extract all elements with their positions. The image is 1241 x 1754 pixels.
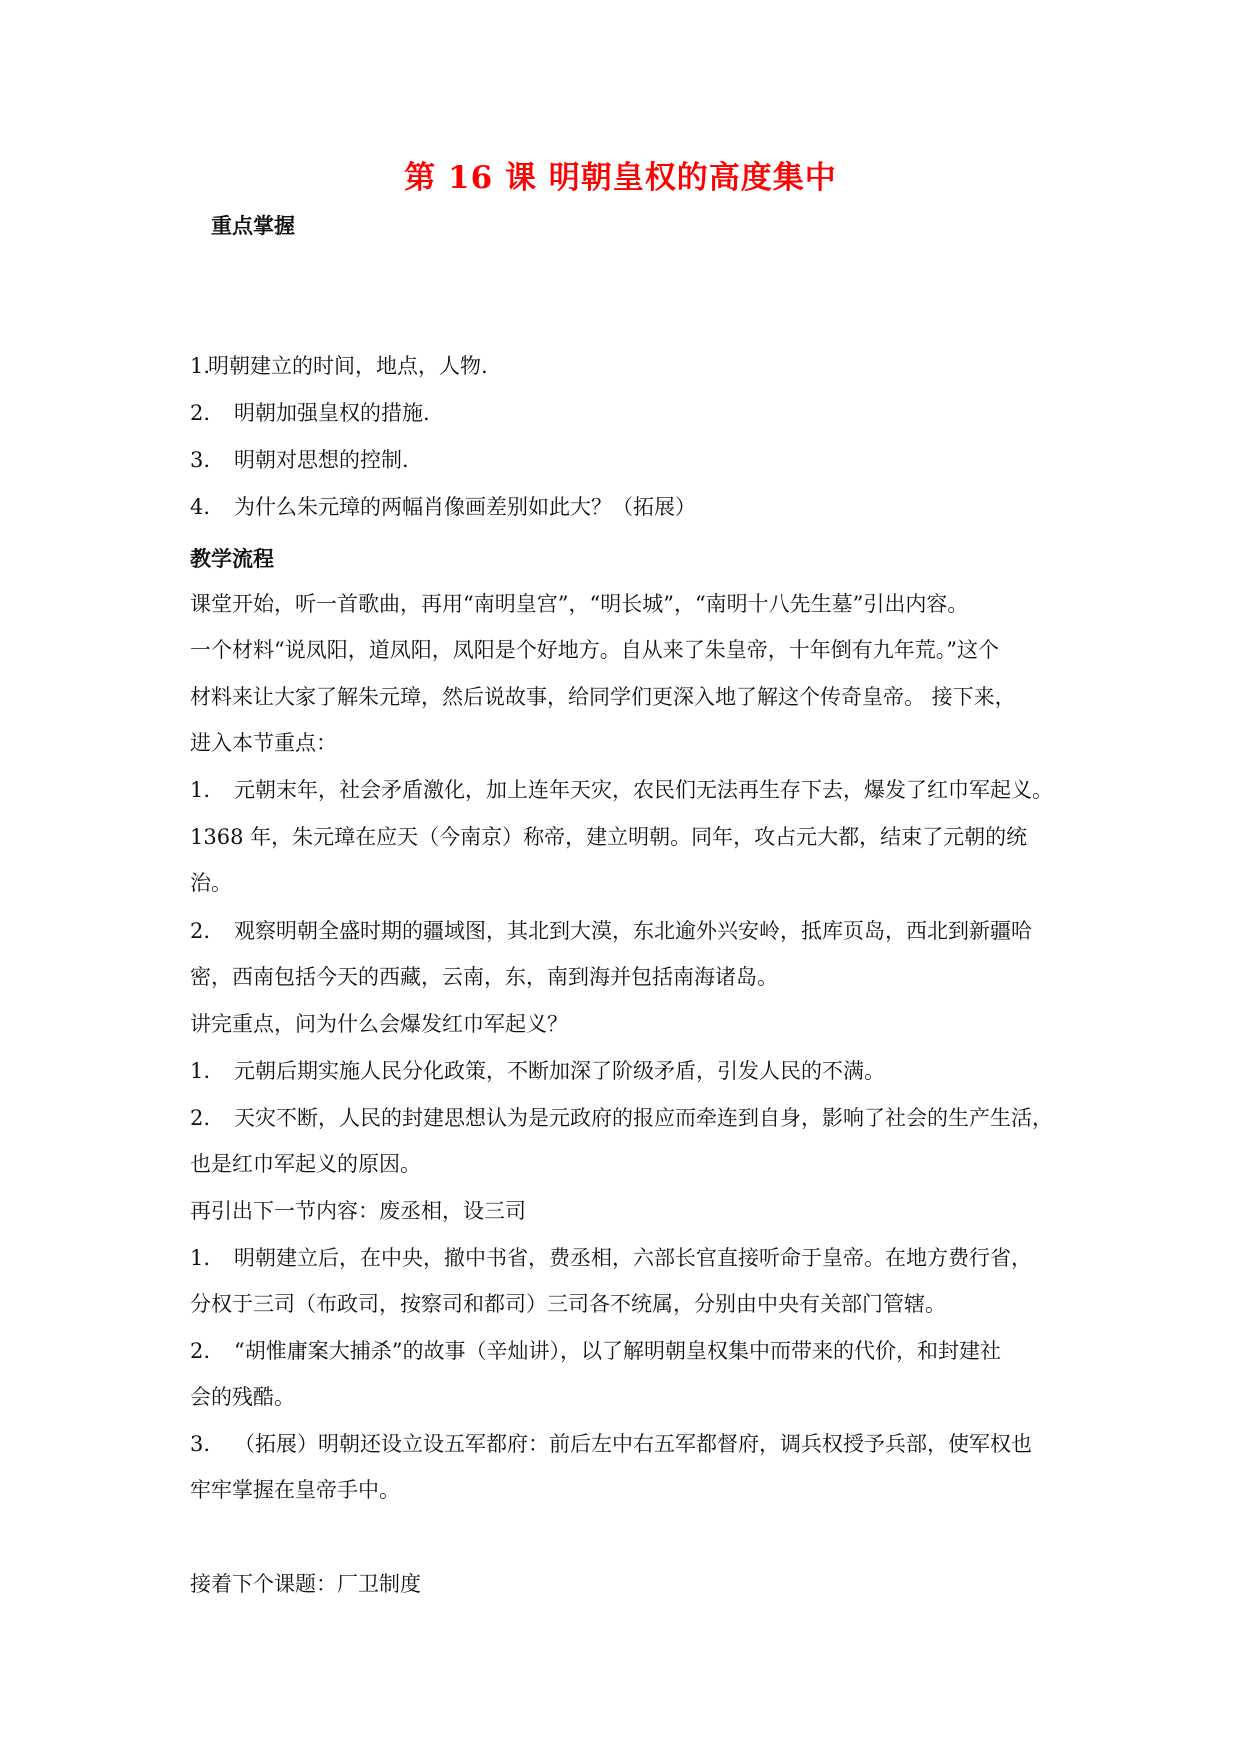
numbered-line [190, 1337, 1001, 1365]
paragraph-line: 一个材料“说凤阳，道凤阳，凤阳是个好地方。自从来了朱皇帝，十年倒有九年荒。”这个 [190, 638, 999, 662]
section-heading-flow: 教学流程 [190, 546, 274, 571]
item-number: 1. [190, 354, 211, 378]
item-number: 4. [190, 495, 211, 519]
paragraph-line: 讲完重点，问为什么会爆发红巾军起义？ [190, 1012, 568, 1036]
item-number: 2. [190, 401, 211, 425]
numbered-line [190, 917, 1032, 945]
focus-item [190, 352, 488, 380]
page-title: 第 16 课 明朝皇权的高度集中 [404, 160, 837, 196]
paragraph-line: 会的残酷。 [190, 1385, 295, 1409]
item-text: 明朝加强皇权的措施. [234, 401, 430, 425]
item-number: 1. [190, 778, 211, 802]
numbered-line [190, 1057, 885, 1085]
item-text: 明朝对思想的控制. [234, 448, 409, 472]
item-text: 明朝建立的时间，地点，人物. [208, 354, 488, 378]
item-number: 2. [190, 1339, 211, 1363]
item-number: 2. [190, 1106, 211, 1130]
paragraph-line: 治。 [190, 871, 232, 895]
numbered-line [190, 1244, 1032, 1272]
paragraph-line: 分权于三司（布政司，按察司和都司）三司各不统属，分别由中央有关部门管辖。 [190, 1292, 946, 1316]
section-heading-focus: 重点掌握 [211, 213, 295, 238]
paragraph-line: 1368 年，朱元璋在应天（今南京）称帝，建立明朝。同年，攻占元大都，结束了元朝的统 [190, 825, 1028, 849]
item-number: 1. [190, 1246, 211, 1270]
focus-item [190, 493, 696, 521]
focus-item [190, 446, 409, 474]
paragraph-line: 材料来让大家了解朱元璋，然后说故事，给同学们更深入地了解这个传奇皇帝。 接下来， [190, 685, 1016, 709]
item-number: 3. [190, 1432, 211, 1456]
item-text: 元朝末年，社会矛盾激化，加上连年天灾，农民们无法再生存下去，爆发了红巾军起义。 [234, 778, 1053, 802]
paragraph-line: 也是红巾军起义的原因。 [190, 1152, 421, 1176]
paragraph-line: 牢牢掌握在皇帝手中。 [190, 1478, 400, 1502]
item-text: （拓展）明朝还设立设五军都府：前后左中右五军都督府，调兵权授予兵部，使军权也 [234, 1432, 1032, 1456]
numbered-line [190, 1430, 1032, 1458]
numbered-line [190, 776, 1053, 804]
item-text: 明朝建立后，在中央，撤中书省，费丞相，六部长官直接听命于皇帝。在地方费行省， [234, 1246, 1032, 1270]
item-text: 观察明朝全盛时期的疆域图，其北到大漠，东北逾外兴安岭，抵库页岛，西北到新疆哈 [234, 919, 1032, 943]
item-text: 天灾不断，人民的封建思想认为是元政府的报应而牵连到自身，影响了社会的生产生活， [234, 1106, 1053, 1130]
item-number: 2. [190, 919, 211, 943]
item-text: “胡惟庸案大捕杀”的故事（辛灿讲），以了解明朝皇权集中而带来的代价，和封建社 [234, 1339, 1001, 1363]
paragraph-line: 再引出下一节内容：废丞相，设三司 [190, 1199, 526, 1223]
item-text: 元朝后期实施人民分化政策，不断加深了阶级矛盾，引发人民的不满。 [234, 1059, 885, 1083]
paragraph-line: 课堂开始，听一首歌曲，再用“南明皇宫”，“明长城”，“南明十八先生墓”引出内容。 [190, 592, 969, 616]
numbered-line [190, 1104, 1053, 1132]
paragraph-line: 接着下个课题：厂卫制度 [190, 1572, 421, 1596]
focus-item [190, 399, 430, 427]
paragraph-line: 进入本节重点： [190, 731, 337, 755]
paragraph-line: 密，西南包括今天的西藏，云南，东，南到海并包括南海诸岛。 [190, 965, 778, 989]
item-text: 为什么朱元璋的两幅肖像画差别如此大？（拓展） [234, 495, 696, 519]
item-number: 3. [190, 448, 211, 472]
item-number: 1. [190, 1059, 211, 1083]
